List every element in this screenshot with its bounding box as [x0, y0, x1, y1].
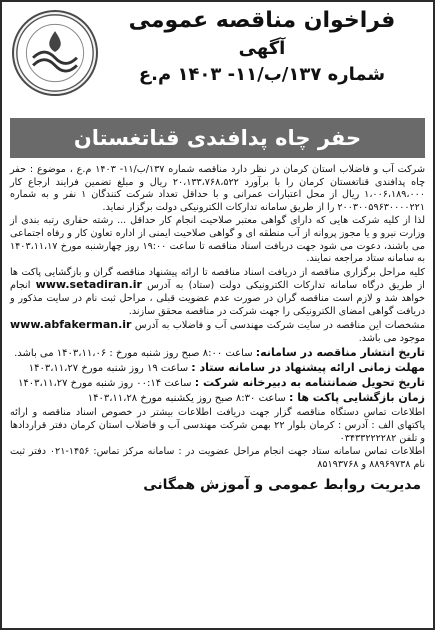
notice-header	[8, 6, 427, 114]
date-value: ساعت ۸:۳۰ صبح روز یکشنبه مورخ ۱۴۰۳،۱۱،۲۸	[87, 393, 286, 405]
notice-title: فراخوان مناقصه عمومی	[128, 8, 396, 33]
setadiran-link[interactable]: www.setadiran.ir	[35, 278, 142, 292]
date-value: ساعت ۸:۰۰ صبح روز شنبه مورخ : ۱۴۰۳،۱۱،۰۶ می باشد.	[14, 348, 253, 360]
date-value: ساعت ۱۹ روز شنبه مورخ ۱۴۰۳،۱۱،۲۷	[28, 363, 189, 375]
notice-number: شماره ۱۳۷/ب/۱۱- ۱۴۰۳ م.ع	[138, 64, 386, 85]
abfakerman-link[interactable]: www.abfakerman.ir	[10, 318, 132, 332]
date-value: ساعت ۰۰:۱۴ روز شنبه مورخ ۱۴۰۳،۱۱،۲۷	[18, 378, 192, 390]
paragraph-details	[10, 319, 425, 345]
paragraph-process	[10, 267, 425, 318]
paragraph-intro: شرکت آب و فاضلاب استان کرمان در نظر دارد مناقصه شماره ۱۳۷/ب/۱۱- ۱۴۰۳ م.ع ، موضوع : حفر چاه پدافندی قناتغستان کرمان را با برآورد ۲۰،۱۳۳،۷۶۸،۵۲۲ ریال و مبلغ تضمین فرایند ارجاع کار ۱،۰۰۶،۱۸۹،۰۰۰ ریال از محل اعتبارات عمرانی و با حداقل تعداد شرکت کنندگان ۱ نفر و به شماره ۲۰۰۳۰۰۵۹۶۳۰۰۰۰۲۲۱ را از طریق سامانه تدارکات الکترونیکی دولت برگزار نماید.	[10, 164, 426, 213]
date-label: تاریخ تحویل ضمانتنامه به دبیرخانه شرکت :	[194, 376, 425, 390]
date-label: مهلت زمانی ارائه پیشنهاد در سامانه ستاد :	[191, 361, 425, 375]
date-publish	[10, 346, 425, 360]
date-opening	[10, 391, 425, 405]
contact-organizer: اطلاعات تماس دستگاه مناقصه گزار جهت دریافت اطلاعات بیشتر در خصوص اسناد مناقصه و ارائه پاکتهای الف : آدرس : کرمان بلوار ۲۲ بهمن شرکت مهندسی آب و فاضلاب استان کرمان دفتر قراردادها و تلفن ۰۳۴۳۳۲۲۲۲۸۲	[10, 407, 426, 444]
date-deadline	[10, 361, 425, 375]
process-text-b: انجام خواهد شد و لازم است مناقصه گران در صورت عدم عضویت قبلی ، مراحل ثبت نام در سایت مذکور و دریافت گواهی امضای الکترونیکی را جهت شرکت در مناقصه محقق سازند.	[10, 280, 425, 317]
project-banner: حفر چاه پدافندی قناتغستان	[10, 118, 425, 158]
company-logo-icon	[12, 10, 98, 96]
details-text-a: مشخصات این مناقصه در سایت شرکت مهندسی آب و فاضلاب به آدرس	[134, 320, 425, 332]
notice-subtitle: آگهی	[238, 38, 286, 59]
header-text	[97, 6, 427, 88]
details-text-b: موجود می باشد.	[358, 332, 425, 344]
date-label: تاریخ انتشار مناقصه در سامانه:	[255, 346, 425, 360]
date-guarantee	[10, 376, 425, 390]
signature: مدیریت روابط عمومی و آموزش همگانی	[143, 477, 421, 494]
date-label: زمان بازگشایی پاکت ها :	[288, 391, 425, 405]
paragraph-eligibility: لذا از کلیه شرکت هایی که دارای گواهی معتبر صلاحیت انجام کار حداقل ... رشته حفاری رتبه بندی از وزارت نیرو و یا مجوز پروانه از آب منطقه ای و گواهی صلاحیت ایمنی از اداره تعاون کار و رفاه اجتماعی می باشند، دعوت می شود جهت دریافت اسناد مناقصه تا ساعت ۱۹:۰۰ روز چهارشنبه مورخ ۱۴۰۳،۱۱،۱۷ به سامانه ستاد مراجعه نمایند.	[10, 215, 425, 265]
notice-body	[8, 164, 427, 492]
contact-setad: اطلاعات تماس سامانه ستاد جهت انجام مراحل عضویت در : سامانه مرکز تماس: ۱۴۵۶-۰۲۱ دفتر ثبت نام ۸۸۹۶۹۷۳۸ و ۸۵۱۹۳۷۶۸	[10, 446, 425, 470]
process-text-a: کلیه مراحل برگزاری مناقصه از دریافت اسناد مناقصه تا ارائه پیشنهاد مناقصه گران و بازگشایی پاکت ها از طریق درگاه سامانه تدارکات الکترونیکی دولت (ستاد) به آدرس	[10, 266, 425, 292]
